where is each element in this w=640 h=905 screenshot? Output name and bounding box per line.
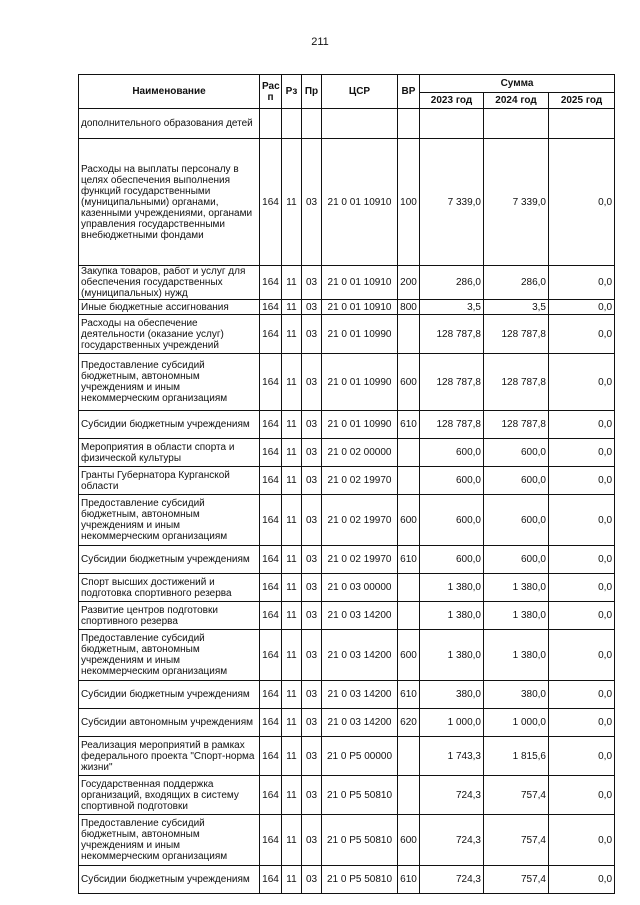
cell-csr: 21 0 03 14200 xyxy=(322,681,398,709)
cell-2024: 380,0 xyxy=(484,681,549,709)
cell-vr: 610 xyxy=(398,546,420,574)
cell-ras: 164 xyxy=(260,574,282,602)
table-row xyxy=(79,467,615,495)
cell-2025: 0,0 xyxy=(549,866,615,894)
cell-pr: 03 xyxy=(302,300,322,315)
cell-2024: 757,4 xyxy=(484,815,549,866)
cell-2025: 0,0 xyxy=(549,630,615,681)
header-year-2023: 2023 год xyxy=(420,93,484,109)
cell-2024: 1 000,0 xyxy=(484,709,549,737)
cell-csr: 21 0 P5 50810 xyxy=(322,776,398,815)
cell-2023: 600,0 xyxy=(420,495,484,546)
header-year-2024: 2024 год xyxy=(484,93,549,109)
cell-rz: 11 xyxy=(282,602,302,630)
cell-2024: 128 787,8 xyxy=(484,354,549,411)
cell-pr: 03 xyxy=(302,315,322,354)
cell-rz: 11 xyxy=(282,574,302,602)
cell-2023: 380,0 xyxy=(420,681,484,709)
table-row xyxy=(79,109,615,139)
cell-name: Субсидии бюджетным учреждениям xyxy=(79,546,260,574)
cell-2023: 1 380,0 xyxy=(420,574,484,602)
cell-rz: 11 xyxy=(282,776,302,815)
cell-vr xyxy=(398,467,420,495)
cell-2025: 0,0 xyxy=(549,467,615,495)
cell-csr: 21 0 02 00000 xyxy=(322,439,398,467)
cell-csr: 21 0 P5 50810 xyxy=(322,815,398,866)
cell-2023: 1 380,0 xyxy=(420,630,484,681)
table-row xyxy=(79,681,615,709)
cell-name: Гранты Губернатора Курганской области xyxy=(79,467,260,495)
cell-csr: 21 0 02 19970 xyxy=(322,467,398,495)
cell-rz: 11 xyxy=(282,737,302,776)
cell-rz: 11 xyxy=(282,546,302,574)
cell-ras: 164 xyxy=(260,467,282,495)
cell-2025: 0,0 xyxy=(549,815,615,866)
cell-name: Спорт высших достижений и подготовка спортивного резерва xyxy=(79,574,260,602)
cell-name: Субсидии бюджетным учреждениям xyxy=(79,866,260,894)
cell-vr xyxy=(398,315,420,354)
cell-vr: 600 xyxy=(398,495,420,546)
cell-rz: 11 xyxy=(282,439,302,467)
cell-vr xyxy=(398,574,420,602)
table-row xyxy=(79,546,615,574)
cell-ras: 164 xyxy=(260,776,282,815)
cell-vr: 600 xyxy=(398,354,420,411)
cell-2023: 128 787,8 xyxy=(420,411,484,439)
cell-2025: 0,0 xyxy=(549,776,615,815)
cell-2024: 1 380,0 xyxy=(484,574,549,602)
cell-ras: 164 xyxy=(260,602,282,630)
cell-2025: 0,0 xyxy=(549,411,615,439)
cell-ras: 164 xyxy=(260,815,282,866)
cell-name: Предоставление субсидий бюджетным, автономным учреждениям и иным некоммерческим организациям xyxy=(79,815,260,866)
cell-pr: 03 xyxy=(302,776,322,815)
cell-2023: 128 787,8 xyxy=(420,315,484,354)
cell-2023: 3,5 xyxy=(420,300,484,315)
table-row xyxy=(79,315,615,354)
cell-2024 xyxy=(484,109,549,139)
cell-csr: 21 0 03 14200 xyxy=(322,709,398,737)
table-row xyxy=(79,354,615,411)
cell-2024: 600,0 xyxy=(484,439,549,467)
cell-vr: 800 xyxy=(398,300,420,315)
cell-name: Субсидии бюджетным учреждениям xyxy=(79,411,260,439)
cell-csr: 21 0 03 14200 xyxy=(322,602,398,630)
budget-table xyxy=(78,74,615,894)
cell-csr: 21 0 02 19970 xyxy=(322,546,398,574)
table-row xyxy=(79,495,615,546)
cell-csr: 21 0 P5 00000 xyxy=(322,737,398,776)
cell-pr: 03 xyxy=(302,737,322,776)
cell-ras: 164 xyxy=(260,439,282,467)
cell-pr xyxy=(302,109,322,139)
cell-2023 xyxy=(420,109,484,139)
cell-rz xyxy=(282,109,302,139)
table-row xyxy=(79,709,615,737)
table-row xyxy=(79,574,615,602)
cell-2024: 128 787,8 xyxy=(484,411,549,439)
table-row xyxy=(79,139,615,266)
cell-rz: 11 xyxy=(282,630,302,681)
cell-ras: 164 xyxy=(260,737,282,776)
cell-rz: 11 xyxy=(282,139,302,266)
cell-rz: 11 xyxy=(282,411,302,439)
cell-2024: 600,0 xyxy=(484,546,549,574)
cell-csr: 21 0 01 10910 xyxy=(322,266,398,300)
cell-pr: 03 xyxy=(302,709,322,737)
cell-vr: 610 xyxy=(398,866,420,894)
cell-2023: 1 743,3 xyxy=(420,737,484,776)
cell-ras: 164 xyxy=(260,495,282,546)
cell-ras: 164 xyxy=(260,266,282,300)
cell-2024: 7 339,0 xyxy=(484,139,549,266)
cell-2023: 724,3 xyxy=(420,776,484,815)
cell-2025: 0,0 xyxy=(549,602,615,630)
cell-csr: 21 0 01 10990 xyxy=(322,315,398,354)
cell-ras: 164 xyxy=(260,866,282,894)
cell-pr: 03 xyxy=(302,266,322,300)
cell-2025: 0,0 xyxy=(549,495,615,546)
table-row xyxy=(79,776,615,815)
table-row xyxy=(79,737,615,776)
header-pr: Пр xyxy=(302,75,322,109)
cell-2025: 0,0 xyxy=(549,300,615,315)
page-number: 211 xyxy=(311,36,329,48)
cell-2025: 0,0 xyxy=(549,709,615,737)
cell-vr: 100 xyxy=(398,139,420,266)
cell-pr: 03 xyxy=(302,866,322,894)
cell-2025: 0,0 xyxy=(549,681,615,709)
cell-rz: 11 xyxy=(282,815,302,866)
cell-2023: 724,3 xyxy=(420,815,484,866)
cell-pr: 03 xyxy=(302,354,322,411)
cell-vr: 610 xyxy=(398,681,420,709)
cell-csr xyxy=(322,109,398,139)
cell-ras: 164 xyxy=(260,139,282,266)
cell-rz: 11 xyxy=(282,467,302,495)
header-year-2025: 2025 год xyxy=(549,93,615,109)
header-name: Наименование xyxy=(79,75,260,109)
cell-pr: 03 xyxy=(302,139,322,266)
cell-2024: 600,0 xyxy=(484,495,549,546)
cell-name: Расходы на обеспечение деятельности (оказание услуг) государственных учреждений xyxy=(79,315,260,354)
cell-rz: 11 xyxy=(282,681,302,709)
cell-name: Мероприятия в области спорта и физической культуры xyxy=(79,439,260,467)
cell-pr: 03 xyxy=(302,467,322,495)
cell-2025: 0,0 xyxy=(549,439,615,467)
cell-rz: 11 xyxy=(282,866,302,894)
cell-2023: 1 380,0 xyxy=(420,602,484,630)
header-ras: Рас п xyxy=(260,75,282,109)
cell-name: Государственная поддержка организаций, входящих в систему спортивной подготовки xyxy=(79,776,260,815)
cell-csr: 21 0 03 00000 xyxy=(322,574,398,602)
cell-2025: 0,0 xyxy=(549,574,615,602)
table-row xyxy=(79,602,615,630)
cell-rz: 11 xyxy=(282,315,302,354)
table-row xyxy=(79,439,615,467)
cell-csr: 21 0 01 10990 xyxy=(322,411,398,439)
cell-pr: 03 xyxy=(302,681,322,709)
cell-vr xyxy=(398,776,420,815)
cell-vr xyxy=(398,737,420,776)
cell-name: Предоставление субсидий бюджетным, автономным учреждениям и иным некоммерческим организациям xyxy=(79,354,260,411)
cell-csr: 21 0 01 10910 xyxy=(322,139,398,266)
cell-rz: 11 xyxy=(282,266,302,300)
header-rz: Рз xyxy=(282,75,302,109)
cell-vr: 620 xyxy=(398,709,420,737)
cell-2025: 0,0 xyxy=(549,266,615,300)
cell-vr xyxy=(398,439,420,467)
cell-2023: 724,3 xyxy=(420,866,484,894)
cell-name: Предоставление субсидий бюджетным, автономным учреждениям и иным некоммерческим организациям xyxy=(79,495,260,546)
cell-2023: 7 339,0 xyxy=(420,139,484,266)
cell-name: Реализация мероприятий в рамках федерального проекта "Спорт-норма жизни" xyxy=(79,737,260,776)
cell-2024: 128 787,8 xyxy=(484,315,549,354)
cell-ras: 164 xyxy=(260,300,282,315)
cell-2023: 600,0 xyxy=(420,546,484,574)
cell-ras: 164 xyxy=(260,315,282,354)
cell-csr: 21 0 02 19970 xyxy=(322,495,398,546)
header-csr: ЦСР xyxy=(322,75,398,109)
table-row xyxy=(79,866,615,894)
cell-ras: 164 xyxy=(260,411,282,439)
cell-2024: 286,0 xyxy=(484,266,549,300)
cell-vr xyxy=(398,602,420,630)
cell-rz: 11 xyxy=(282,354,302,411)
cell-csr: 21 0 P5 50810 xyxy=(322,866,398,894)
cell-2023: 128 787,8 xyxy=(420,354,484,411)
table-row xyxy=(79,411,615,439)
header-vr: ВР xyxy=(398,75,420,109)
cell-2024: 1 380,0 xyxy=(484,630,549,681)
cell-2025: 0,0 xyxy=(549,354,615,411)
cell-pr: 03 xyxy=(302,574,322,602)
cell-ras xyxy=(260,109,282,139)
cell-name: Предоставление субсидий бюджетным, автономным учреждениям и иным некоммерческим организациям xyxy=(79,630,260,681)
cell-pr: 03 xyxy=(302,815,322,866)
cell-name: Субсидии бюджетным учреждениям xyxy=(79,681,260,709)
cell-pr: 03 xyxy=(302,439,322,467)
cell-2025: 0,0 xyxy=(549,546,615,574)
cell-2025 xyxy=(549,109,615,139)
cell-name: Расходы на выплаты персоналу в целях обеспечения выполнения функций государственными (муниципальными) органами, казенными учреждениями, органами управления государственными внебюджетными фондами xyxy=(79,139,260,266)
table-row xyxy=(79,266,615,300)
cell-2023: 1 000,0 xyxy=(420,709,484,737)
cell-pr: 03 xyxy=(302,602,322,630)
cell-2025: 0,0 xyxy=(549,139,615,266)
cell-pr: 03 xyxy=(302,411,322,439)
cell-vr: 200 xyxy=(398,266,420,300)
cell-rz: 11 xyxy=(282,495,302,546)
cell-ras: 164 xyxy=(260,354,282,411)
cell-csr: 21 0 03 14200 xyxy=(322,630,398,681)
cell-2024: 1 380,0 xyxy=(484,602,549,630)
cell-vr xyxy=(398,109,420,139)
cell-2024: 757,4 xyxy=(484,866,549,894)
table-row xyxy=(79,815,615,866)
cell-2024: 757,4 xyxy=(484,776,549,815)
cell-rz: 11 xyxy=(282,300,302,315)
cell-ras: 164 xyxy=(260,709,282,737)
cell-2024: 3,5 xyxy=(484,300,549,315)
cell-pr: 03 xyxy=(302,630,322,681)
cell-name: Иные бюджетные ассигнования xyxy=(79,300,260,315)
cell-2023: 600,0 xyxy=(420,467,484,495)
table-row xyxy=(79,630,615,681)
cell-name: дополнительного образования детей xyxy=(79,109,260,139)
cell-ras: 164 xyxy=(260,630,282,681)
header-sum: Сумма xyxy=(420,75,615,93)
cell-csr: 21 0 01 10990 xyxy=(322,354,398,411)
cell-ras: 164 xyxy=(260,546,282,574)
cell-pr: 03 xyxy=(302,546,322,574)
cell-name: Закупка товаров, работ и услуг для обеспечения государственных (муниципальных) нужд xyxy=(79,266,260,300)
cell-pr: 03 xyxy=(302,495,322,546)
cell-csr: 21 0 01 10910 xyxy=(322,300,398,315)
cell-vr: 610 xyxy=(398,411,420,439)
cell-2023: 600,0 xyxy=(420,439,484,467)
cell-name: Субсидии автономным учреждениям xyxy=(79,709,260,737)
cell-2024: 600,0 xyxy=(484,467,549,495)
cell-2025: 0,0 xyxy=(549,315,615,354)
cell-ras: 164 xyxy=(260,681,282,709)
cell-2024: 1 815,6 xyxy=(484,737,549,776)
cell-2023: 286,0 xyxy=(420,266,484,300)
cell-vr: 600 xyxy=(398,630,420,681)
cell-name: Развитие центров подготовки спортивного резерва xyxy=(79,602,260,630)
cell-rz: 11 xyxy=(282,709,302,737)
cell-2025: 0,0 xyxy=(549,737,615,776)
cell-vr: 600 xyxy=(398,815,420,866)
table-row xyxy=(79,300,615,315)
